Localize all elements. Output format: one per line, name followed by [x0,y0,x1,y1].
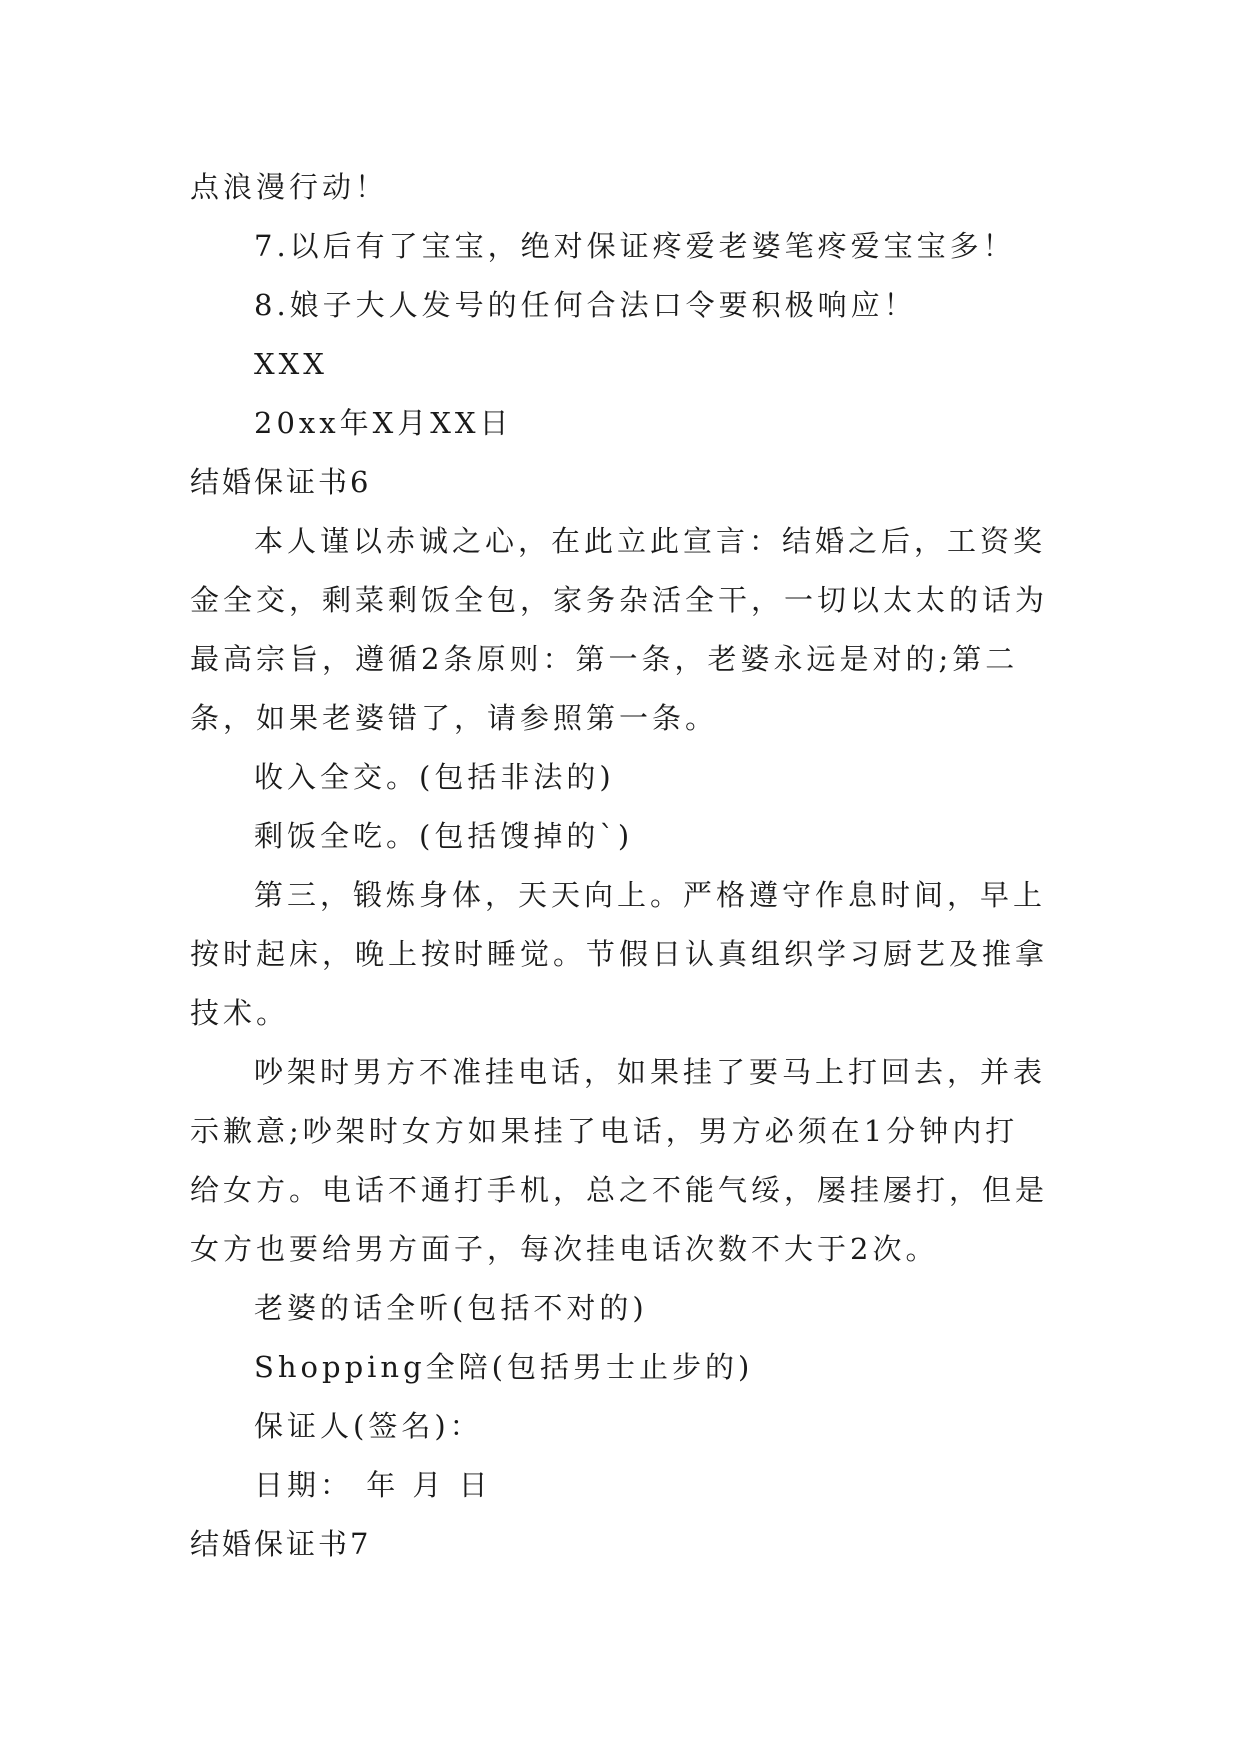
paragraph-line: Shopping全陪(包括男士止步的) [254,1350,754,1384]
signature-name: XXX [254,347,328,381]
list-item-8: 8.娘子大人发号的任何合法口令要积极响应！ [254,288,917,322]
section-heading: 结婚保证书7 [190,1527,372,1561]
paragraph-line: 收入全交。(包括非法的) [254,760,615,794]
paragraph-line: 点浪漫行动！ [190,170,389,204]
paragraph-line: 剩饭全吃。(包括馊掉的`) [254,819,634,853]
paragraph-line: 最高宗旨，遵循2条原则：第一条，老婆永远是对的;第二 [190,642,1019,676]
list-item-7: 7.以后有了宝宝，绝对保证疼爱老婆笔疼爱宝宝多！ [254,229,1016,263]
paragraph-line: 吵架时男方不准挂电话，如果挂了要马上打回去，并表 [254,1055,1047,1089]
paragraph-line: 女方也要给男方面子，每次挂电话次数不大于2次。 [190,1232,939,1266]
paragraph-line: 条，如果老婆错了，请参照第一条。 [190,701,719,735]
section-heading: 结婚保证书6 [190,465,372,499]
signature-date: 20xx年X月XX日 [254,406,513,440]
paragraph-line: 给女方。电话不通打手机，总之不能气绥，屡挂屡打，但是 [190,1173,1049,1207]
paragraph-line: 本人谨以赤诚之心，在此立此宣言：结婚之后，工资奖 [254,524,1047,558]
paragraph-line: 金全交，剩菜剩饭全包，家务杂活全干，一切以太太的话为 [190,583,1049,617]
paragraph-line: 技术。 [190,996,290,1030]
guarantor-signature-line: 保证人(签名)： [254,1409,483,1443]
paragraph-line: 示歉意;吵架时女方如果挂了电话，男方必须在1分钟内打 [190,1114,1019,1148]
date-line: 日期： 年 月 日 [254,1468,492,1502]
paragraph-line: 老婆的话全听(包括不对的) [254,1291,648,1325]
paragraph-line: 按时起床，晚上按时睡觉。节假日认真组织学习厨艺及推拿 [190,937,1049,971]
paragraph-line: 第三，锻炼身体，天天向上。严格遵守作息时间，早上 [254,878,1047,912]
